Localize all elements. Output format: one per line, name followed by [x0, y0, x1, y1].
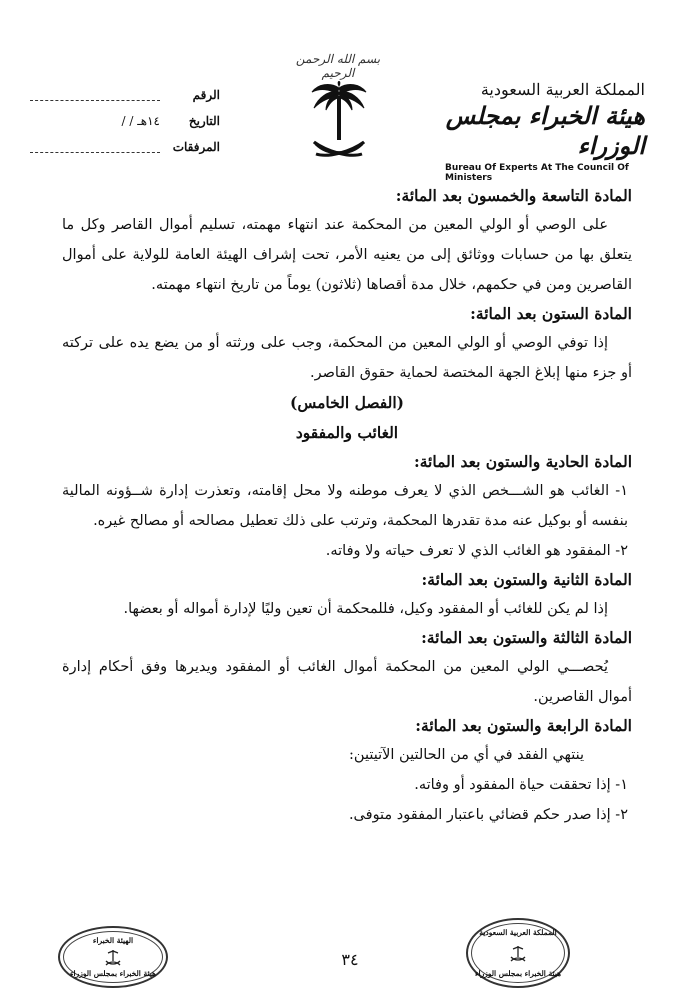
attachments-line: [30, 152, 160, 153]
number-label: الرقم: [192, 88, 220, 102]
page-number: ٣٤: [341, 950, 359, 969]
article-159-text: على الوصي أو الولي المعين من المحكمة عند انتهاء مهمته، تسليم أموال القاصر وكل ما يتعلق بها من حسابات ووثائق إلى من يعنيه الأمر، تحت إشراف الهيئة العامة للولاية على أموال القاصرين ومن في حكمهم، خلال مدة أقصاها (ثلاثون) يوماً من تاريخ انتهاء مهمته.: [62, 217, 632, 293]
letterhead-fields: [30, 86, 220, 164]
attachments-label: المرفقات: [172, 140, 220, 154]
date-field: [30, 112, 220, 138]
article-164-item-2: ٢- إذا صدر حكم قضائي باعتبار المفقود متوفى.: [348, 807, 628, 823]
article-162-text: إذا لم يكن للغائب أو المفقود وكيل، فللمحكمة أن تعين وليًا لإدارة أمواله أو بعضها.: [123, 601, 608, 617]
attachments-field: [30, 138, 220, 164]
article-160-title: المادة الستون بعد المائة:: [470, 304, 632, 323]
official-seal-left: [58, 926, 168, 988]
date-label: التاريخ: [188, 114, 220, 128]
seal-right-bottom-text: هيئة الخبراء بمجلس الوزراء: [475, 969, 561, 978]
seal-left-bottom-text: هيئة الخبراء بمجلس الوزراء: [70, 969, 156, 978]
article-163-text: يُحصـــي الولي المعين من المحكمة أموال الغائب أو المفقود ويديرها وفق أحكام إدارة أموال القاصرين.: [62, 659, 632, 705]
article-164-item-1: ١- إذا تحققت حياة المفقود أو وفاته.: [414, 777, 628, 793]
article-164-title: المادة الرابعة والستون بعد المائة:: [415, 716, 632, 735]
seal-left-top-text: الهيئة الخبراء: [92, 936, 134, 945]
basmala: بسم الله الرحمن الرحيم: [295, 52, 381, 80]
article-162-title: المادة الثانية والستون بعد المائة:: [421, 570, 632, 589]
article-159-title: المادة التاسعة والخمسون بعد المائة:: [395, 186, 632, 205]
bureau-name-english: Bureau Of Experts At The Council Of Ministers: [445, 163, 629, 183]
official-seal-right: [466, 918, 570, 988]
article-160-text: إذا توفي الوصي أو الولي المعين من المحكمة، وجب على ورثته أو من يضع يده على تركته أو جزء منها إبلاغ الجهة المختصة لحماية حقوق القاصر.: [62, 335, 632, 381]
article-164-intro: ينتهي الفقد في أي من الحالتين الآتيتين:: [349, 747, 584, 763]
article-161-item-1: ١- الغائب هو الشـــخص الذي لا يعرف موطنه ولا محل إقامته، وتعذرت إدارة شــؤونه المالية بنفسه أو بوكيل عنه مدة تقدرها المحكمة، وترتب على ذلك تعطيل مصالحه أو مصالح غيره.: [62, 483, 628, 529]
chapter-title: الغائب والمفقود: [295, 423, 399, 442]
seal-emblem-icon: [104, 948, 122, 968]
seal-emblem-icon: [509, 944, 527, 964]
palm-swords-emblem: [310, 80, 368, 170]
date-value: / / ١٤هـ: [121, 114, 160, 128]
number-line: [30, 100, 160, 101]
chapter-heading: (الفصل الخامس): [290, 393, 404, 412]
article-161-title: المادة الحادية والستون بعد المائة:: [414, 452, 632, 471]
number-field: [30, 86, 220, 112]
seal-right-top-text: المملكة العربية السعودية: [479, 928, 557, 937]
letterhead-right: [445, 80, 645, 183]
article-161-item-2: ٢- المفقود هو الغائب الذي لا تعرف حياته ولا وفاته.: [325, 543, 628, 559]
kingdom-name: المملكة العربية السعودية: [480, 80, 645, 99]
article-163-title: المادة الثالثة والستون بعد المائة:: [421, 628, 632, 647]
document-body: [62, 182, 632, 830]
bureau-name-arabic: هيئة الخبراء بمجلس الوزراء: [445, 101, 645, 160]
